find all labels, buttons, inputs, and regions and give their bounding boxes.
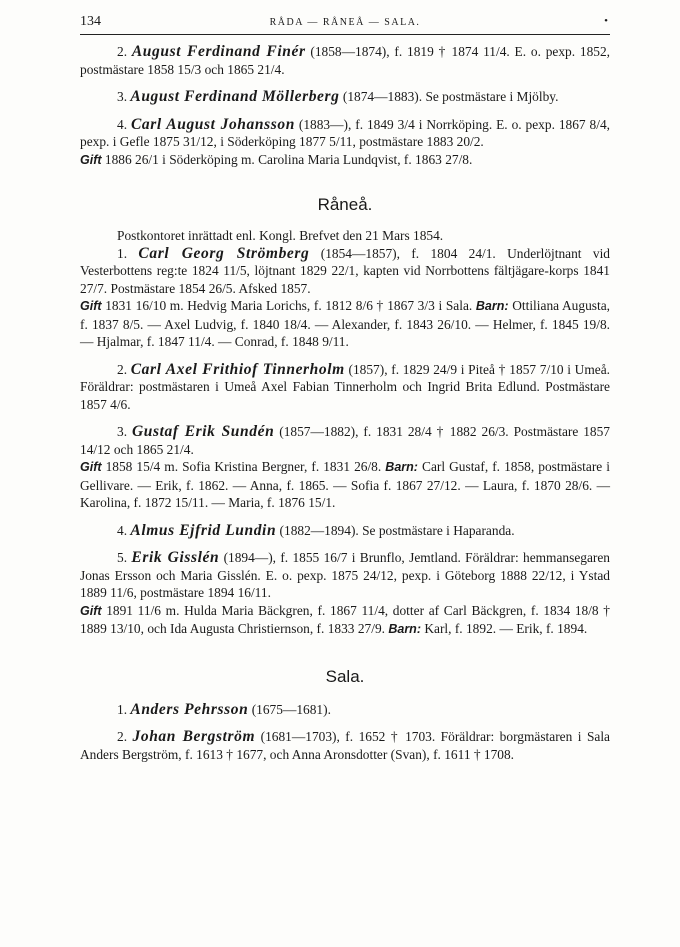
- person-name: August Ferdinand Finér: [131, 43, 306, 60]
- entry-sunden: 3. Gustaf Erik Sundén (1857—1882), f. 1831 28/4 † 1882 26/3. Postmästare 1857 14/12 och 1865 21/4. Gift 1858 15/4 m. Sofia Kristina Bergner, f. 1831 26/8. Barn: Carl Gustaf, f. 1858, postmästare i Gellivare. — Erik, f. 1862. — Anna, f. 1865. — Sofia f. 1867 27/12. — Laura, f. 1870 28/6. — Karolina, f. 1872 15/11. — Maria, f. 1876 15/1.: [80, 423, 611, 510]
- entry-johansson: 4. Carl August Johansson (1883—), f. 1849 3/4 i Norrköping. E. o. pexp. 1867 8/4, pexp. i Gefle 1875 31/12, i Söderköping 1877 5/11, postmästare 1883 20/2. Gift 1886 26/1 i Söderköping m. Carolina Maria Lundqvist, f. 1863 27/8.: [80, 115, 611, 167]
- running-title: RÅDA — RÅNEÅ — SALA.: [269, 17, 421, 28]
- entry-pehrsson: 1. Anders Pehrsson (1675—1681).: [117, 700, 331, 718]
- person-name: Carl Georg Strömberg: [138, 244, 310, 262]
- person-name: Erik Gisslén: [131, 549, 220, 566]
- person-name: Carl Axel Frithiof Tinnerholm: [130, 360, 345, 378]
- gift-label: Gift: [80, 299, 102, 313]
- entry-tinnerholm: 2. Carl Axel Frithiof Tinnerholm (1857), f. 1829 24/9 i Piteå † 1857 7/10 i Umeå. Föräldrar: postmästaren i Umeå Axel Fabian Tinnerholm och Ingrid Brita Edlund. Postmästare 1857 4/6.: [80, 360, 611, 412]
- person-name: Almus Ejfrid Lundin: [130, 521, 277, 539]
- person-name: Gustaf Erik Sundén: [131, 423, 275, 440]
- person-name: August Ferdinand Möllerberg: [130, 88, 340, 105]
- gift-label: Gift: [80, 603, 102, 618]
- entry-stromberg: 1. Carl Georg Strömberg (1854—1857), f. 1804 24/1. Underlöjtnant vid Vesterbottens reg:te 1824 11/5, löjtnant 1829 22/1, kapten vid Norrbottens fältjägare-korps 1841 27/7. Postmästare 1854 26/5. Afsked 1857. Gift 1831 16/10 m. Hedvig Maria Lorichs, f. 1812 8/6 † 1867 3/3 i Sala. Barn: Ottiliana Augusta, f. 1837 8/5. — Axel Ludvig, f. 1840 18/4. — Alexander, f. 1843 26/10. — Helmer, f. 1845 19/8. — Hjalmar, f. 1847 11/4. — Conrad, f. 1848 9/11.: [80, 244, 610, 349]
- entry-finer: 2. August Ferdinand Finér (1858—1874), f. 1819 † 1874 11/4. E. o. pexp. 1852, postmästare 1858 15/3 och 1865 21/4.: [80, 43, 611, 77]
- section-heading-raneaa: Råneå.: [317, 195, 373, 214]
- entry-gisslen: 5. Erik Gisslén (1894—), f. 1855 16/7 i Brunflo, Jemtland. Föräldrar: hemmansegaren Jonas Ersson och Maria Gisslén. E. o. pexp. 1875 24/12, pexp. i Göteborg 1888 22/12, i Ystad 1889 11/6, postmästare 1894 16/11. Gift 1891 11/6 m. Hulda Maria Bäckgren, f. 1867 11/4, dotter af Carl Bäckgren, f. 1834 18/8 † 1889 13/10, och Ida Augusta Christiernson, f. 1833 27/9. Barn: Karl, f. 1892. — Erik, f. 1894.: [80, 549, 611, 636]
- barn-label: Barn:: [475, 299, 509, 313]
- running-header: [80, 14, 610, 35]
- gift-label: Gift: [80, 460, 102, 474]
- person-name: Johan Bergström: [132, 728, 256, 745]
- section-heading-sala: Sala.: [325, 666, 365, 686]
- gift-label: Gift: [80, 152, 102, 167]
- barn-label: Barn:: [385, 460, 418, 474]
- section-intro: Postkontoret inrättadt enl. Kongl. Brefvet den 21 Mars 1854.: [117, 228, 444, 243]
- page-body: [80, 43, 610, 763]
- entry-bergstrom: 2. Johan Bergström (1681—1703), f. 1652 † 1703. Föräldrar: borgmästaren i Sala Anders Bergström, f. 1613 † 1677, och Anna Aronsdotter (Svan), f. 1611 † 1708.: [80, 728, 611, 762]
- person-name: Carl August Johansson: [130, 115, 295, 133]
- page-number: 134: [80, 14, 101, 29]
- entry-lundin: 4. Almus Ejfrid Lundin (1882—1894). Se postmästare i Haparanda.: [117, 521, 515, 539]
- corner-mark: •: [604, 15, 608, 27]
- entry-mollerberg: 3. August Ferdinand Möllerberg (1874—1883). Se postmästare i Mjölby.: [117, 88, 559, 105]
- barn-label: Barn:: [388, 622, 421, 636]
- person-name: Anders Pehrsson: [130, 700, 249, 718]
